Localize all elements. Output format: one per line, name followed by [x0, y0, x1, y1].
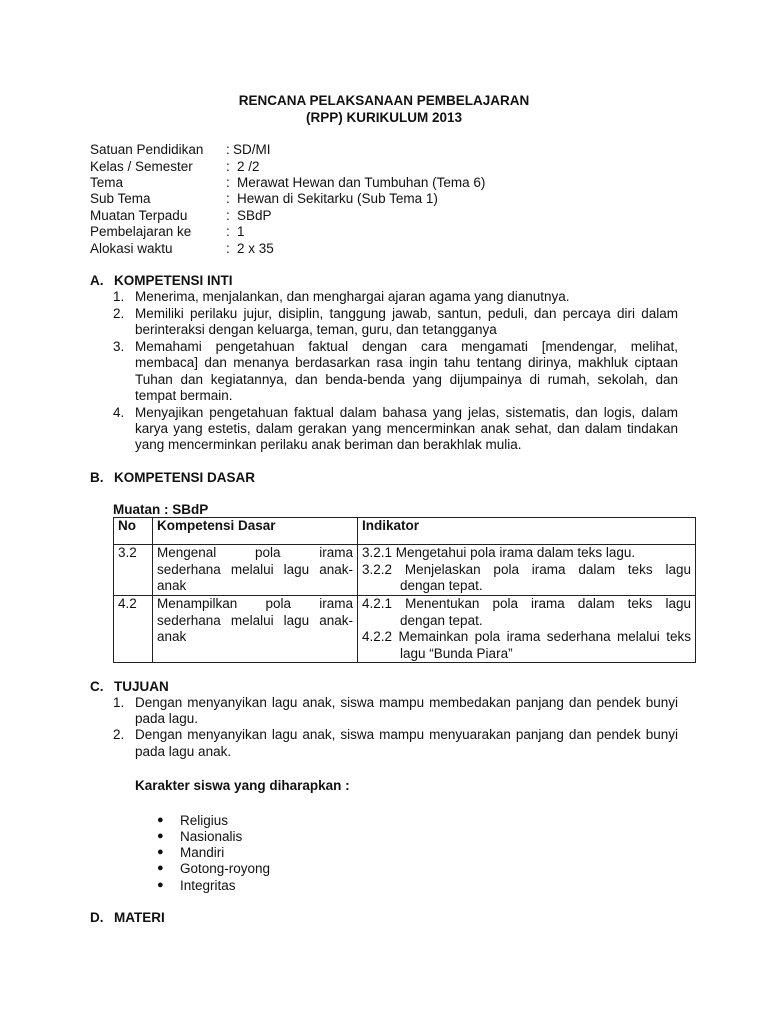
kompetensi-line: Mengenal pola irama [157, 545, 353, 560]
identity-label: Kelas / Semester [90, 159, 193, 174]
list-item-line: Menyajikan pengetahuan faktual dalam bahasa yang jelas, sistematis, dan logis, dalam [135, 405, 678, 420]
bullet-icon: ● [157, 814, 164, 826]
indicator-line: dengan tepat. [400, 578, 483, 593]
identity-label: Satuan Pendidikan [90, 142, 204, 157]
section-title: TUJUAN [114, 679, 169, 694]
identity-label: Pembelajaran ke [90, 224, 192, 239]
section-letter: A. [90, 273, 104, 288]
section-d-heading [90, 910, 165, 925]
table-cell-kompetensi [153, 545, 358, 596]
bullet-icon: ● [157, 830, 164, 842]
section-c-heading [90, 679, 169, 694]
identity-colon: : [226, 191, 230, 206]
list-item-line: Memahami pengetahuan faktual dengan cara mengamati [mendengar, melihat, [135, 339, 678, 354]
list-number: 2. [113, 306, 125, 321]
list-item-line: yang mencerminkan perilaku anak beriman dan berakhlak mulia. [135, 437, 522, 452]
kompetensi-line: anak [157, 629, 187, 644]
indicator-line: dengan tepat. [400, 612, 483, 628]
list-item-line: Menerima, menjalankan, dan menghargai ajaran agama yang dianutnya. [135, 289, 570, 304]
list-item-line: pada lagu. [135, 711, 199, 726]
indicator-line: lagu “Bunda Piara” [400, 645, 513, 661]
list-item-line: berinteraksi dengan keluarga, teman, guru, dan tetangganya [135, 322, 497, 337]
list-item-line: tempat bermain. [135, 388, 233, 403]
bullet-icon: ● [157, 846, 164, 858]
section-a-heading [90, 273, 233, 288]
table-header-kompetensi: Kompetensi Dasar [153, 518, 358, 545]
list-number: 4. [113, 405, 125, 420]
identity-colon: : [226, 224, 230, 239]
table-header-row [114, 518, 696, 545]
identity-value: SD/MI [233, 142, 271, 157]
table-header-no: No [114, 518, 153, 545]
section-b-heading [90, 470, 255, 485]
identity-label: Alokasi waktu [90, 241, 173, 256]
list-item-line: Memiliki perilaku jujur, disiplin, tanggung jawab, santun, peduli, dan percaya diri dalam [135, 306, 678, 321]
table-cell-indikator [358, 596, 696, 663]
list-item: Gotong-royong [180, 861, 271, 876]
list-item: Mandiri [180, 845, 225, 860]
list-item-line: membaca] dan menanya berdasarkan rasa ingin tahu tentang dirinya, makhluk ciptaan [135, 355, 678, 370]
list-item-line: pada lagu anak. [135, 744, 232, 759]
identity-label: Tema [90, 175, 124, 190]
kompetensi-line: sederhana melalui lagu anak- [157, 561, 353, 577]
section-letter: C. [90, 679, 104, 694]
indicator-line: 4.2.1 Menentukan pola irama dalam teks lagu [362, 596, 691, 611]
identity-value: Hewan di Sekitarku (Sub Tema 1) [237, 191, 438, 206]
table-cell-kompetensi [153, 596, 358, 663]
identity-colon: : [226, 142, 230, 157]
section-title: KOMPETENSI INTI [114, 273, 233, 288]
list-item: Integritas [180, 878, 236, 893]
identity-value: Merawat Hewan dan Tumbuhan (Tema 6) [237, 175, 486, 190]
identity-label: Sub Tema [90, 191, 151, 206]
list-number: 1. [113, 289, 125, 304]
section-letter: B. [90, 470, 104, 485]
indicator-line: 3.2.2 Menjelaskan pola irama dalam teks lagu [362, 561, 691, 577]
identity-value: 1 [237, 224, 245, 239]
list-number: 3. [113, 339, 125, 354]
identity-colon: : [226, 208, 230, 223]
identity-colon: : [226, 175, 230, 190]
document-title-line1: RENCANA PELAKSANAAN PEMBELAJARAN [238, 93, 530, 108]
list-number: 2. [113, 727, 125, 742]
identity-colon: : [226, 159, 230, 174]
table-cell-indikator [358, 545, 696, 596]
identity-value: 2 /2 [237, 159, 260, 174]
kompetensi-line: sederhana melalui lagu anak- [157, 612, 353, 628]
bullet-icon: ● [157, 862, 164, 874]
list-number: 1. [113, 695, 125, 710]
identity-colon: : [226, 241, 230, 256]
list-item-line: Dengan menyanyikan lagu anak, siswa mampu membedakan panjang dan pendek bunyi [135, 695, 678, 710]
table-header-indikator: Indikator [358, 518, 696, 545]
table-row [114, 545, 696, 596]
section-title: MATERI [114, 910, 165, 925]
section-letter: D. [90, 910, 104, 925]
kompetensi-dasar-table [113, 517, 696, 663]
indicator-line: 3.2.1 Mengetahui pola irama dalam teks lagu. [362, 545, 636, 560]
kompetensi-line: Menampilkan pola irama [157, 596, 353, 611]
list-item-line: Dengan menyanyikan lagu anak, siswa mampu menyuarakan panjang dan pendek bunyi [135, 727, 678, 742]
list-item-line: karya yang estetis, dalam gerakan yang mencerminkan anak sehat, dan dalam tindakan [135, 421, 678, 436]
document-title-line2: (RPP) KURIKULUM 2013 [305, 110, 463, 125]
list-item: Religius [180, 813, 229, 828]
muatan-label: Muatan : SBdP [113, 502, 209, 517]
list-item: Nasionalis [180, 829, 243, 844]
identity-value: SBdP [237, 208, 272, 223]
bullet-icon: ● [157, 879, 164, 891]
table-row [114, 596, 696, 663]
list-item-line: Tuhan dan kegiatannya, dan benda-benda yang dijumpainya di rumah, sekolah, dan [135, 372, 678, 387]
section-title: KOMPETENSI DASAR [114, 470, 256, 485]
table-cell-no: 3.2 [114, 545, 153, 596]
identity-label: Muatan Terpadu [90, 208, 188, 223]
indicator-line: 4.2.2 Memainkan pola irama sederhana melalui teks [362, 629, 691, 644]
kompetensi-line: anak [157, 578, 187, 593]
karakter-heading: Karakter siswa yang diharapkan : [135, 778, 350, 793]
identity-value: 2 x 35 [237, 241, 274, 256]
table-cell-no: 4.2 [114, 596, 153, 663]
